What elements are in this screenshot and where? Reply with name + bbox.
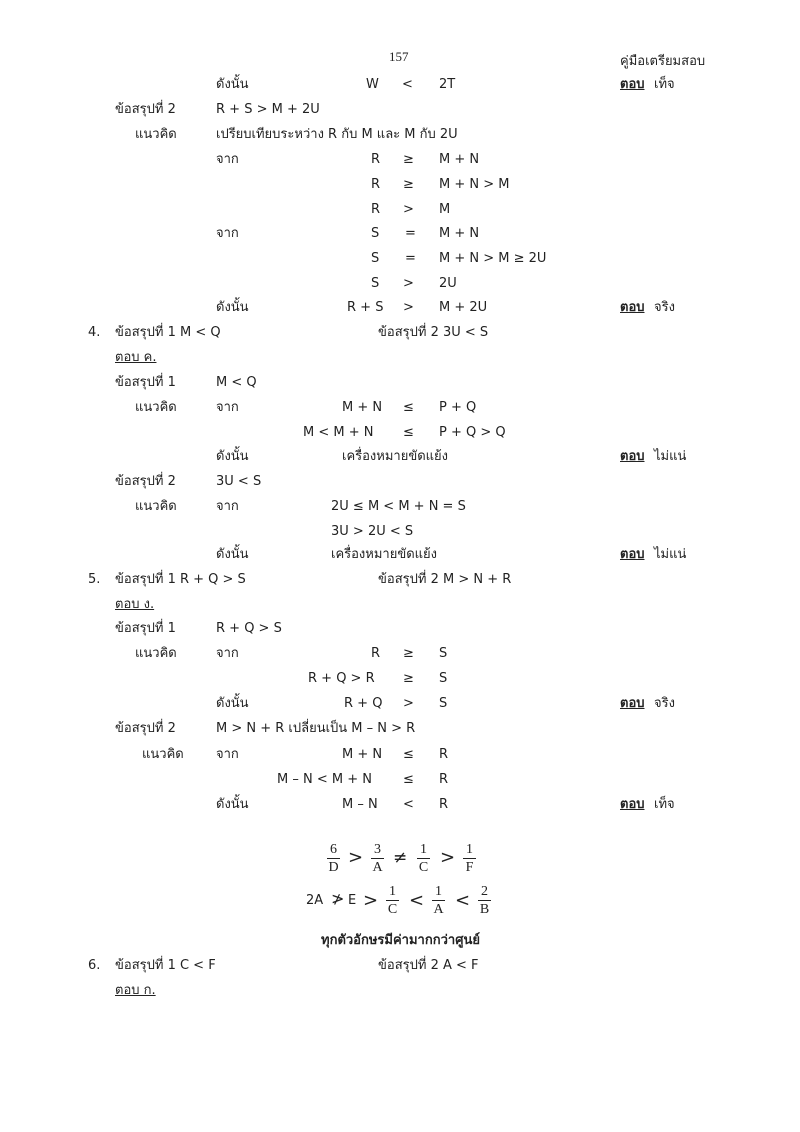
item-number: 5.: [88, 572, 101, 587]
relation-symbol: ≤: [403, 747, 414, 762]
therefore-label: ดังนั้น: [216, 547, 249, 562]
relation-symbol: =: [405, 226, 416, 241]
from-label: จาก: [216, 226, 239, 241]
expr-term: S: [371, 226, 380, 241]
answer-choice: ตอบ ค.: [115, 350, 157, 365]
expr-term: S: [439, 696, 448, 711]
answer-label: ตอบ: [620, 300, 645, 315]
relation-symbol: >: [403, 300, 414, 315]
relation-symbol: ≤: [403, 400, 414, 415]
answer-value: ไม่แน่: [654, 547, 687, 562]
conflict-text: เครื่องหมายขัดแย้ง: [342, 449, 449, 464]
answer-label: ตอบ: [620, 449, 645, 464]
page-number: 157: [389, 49, 409, 64]
therefore-label: ดังนั้น: [216, 449, 249, 464]
denominator: A: [433, 902, 444, 917]
item-number: 6.: [88, 958, 101, 973]
conclusion-statement: M < Q: [216, 375, 257, 390]
numerator: 6: [330, 842, 337, 857]
answer-label: ตอบ: [620, 696, 645, 711]
concept-label: แนวคิด: [135, 127, 177, 142]
answer-label: ตอบ: [620, 547, 645, 562]
expr-term: R + S: [347, 300, 384, 315]
expr-term: M < M + N: [303, 425, 374, 440]
condition-note: ทุกตัวอักษรมีค่ามากกว่าศูนย์: [321, 933, 480, 948]
conclusion-label: ข้อสรุปที่ 2: [115, 721, 176, 736]
conclusion-2: ข้อสรุปที่ 2 A < F: [378, 958, 479, 973]
conclusion-statement: R + S > M + 2U: [216, 102, 320, 117]
denominator: C: [387, 902, 398, 917]
answer-label: ตอบ: [620, 797, 645, 812]
not-equal-symbol: ≠: [393, 848, 408, 868]
conclusion-2: ข้อสรุปที่ 2 3U < S: [378, 325, 489, 340]
relation-symbol: ≥: [403, 671, 414, 686]
conclusion-label: ข้อสรุปที่ 1: [115, 621, 176, 636]
answer-value: จริง: [654, 300, 675, 315]
relation-symbol: >: [403, 276, 414, 291]
therefore-label: ดังนั้น: [216, 300, 249, 315]
expr-term: M + N: [439, 152, 480, 167]
expr-term: 2U: [439, 276, 457, 291]
expr-term: M + N: [342, 747, 383, 762]
not-greater-symbol: ≯: [331, 889, 345, 908]
therefore-label: ดังนั้น: [216, 77, 249, 92]
expr-term: R: [439, 797, 449, 812]
book-title: คู่มือเตรียมสอบ: [620, 54, 706, 69]
conclusion-1: ข้อสรุปที่ 1 R + Q > S: [115, 572, 246, 587]
expr-term: 2U ≤ M < M + N = S: [331, 499, 466, 514]
therefore-label: ดังนั้น: [216, 797, 249, 812]
answer-label: ตอบ: [620, 77, 645, 92]
concept-text: เปรียบเทียบระหว่าง R กับ M และ M กับ 2U: [216, 127, 458, 142]
conclusion-2: ข้อสรุปที่ 2 M > N + R: [378, 572, 512, 587]
expr-term: M: [439, 202, 451, 217]
fraction: [463, 842, 476, 875]
relation-symbol: ≥: [403, 646, 414, 661]
expr-term: S: [371, 251, 380, 266]
conclusion-label: ข้อสรุปที่ 2: [115, 474, 176, 489]
concept-label: แนวคิด: [135, 499, 177, 514]
answer-choice: ตอบ ก.: [115, 983, 156, 998]
numerator: 1: [389, 884, 396, 899]
relation-symbol: <: [409, 890, 425, 911]
denominator: C: [418, 860, 429, 875]
fraction: [432, 884, 445, 917]
fraction: [327, 842, 340, 875]
expr-term: R + Q > R: [308, 671, 375, 686]
fraction: [417, 842, 430, 875]
expr-term: S: [439, 646, 448, 661]
from-label: จาก: [216, 400, 239, 415]
relation-symbol: ≥: [403, 152, 414, 167]
conclusion-label: ข้อสรุปที่ 2: [115, 102, 176, 117]
from-label: จาก: [216, 747, 239, 762]
numerator: 1: [420, 842, 427, 857]
expr-term: 3U > 2U < S: [331, 524, 414, 539]
denominator: D: [328, 860, 339, 875]
concept-label: แนวคิด: [135, 646, 177, 661]
relation-symbol: >: [440, 847, 456, 868]
expr-term: R: [371, 202, 381, 217]
from-label: จาก: [216, 499, 239, 514]
expr-term: R: [371, 152, 381, 167]
expr-term: M + N > M ≥ 2U: [439, 251, 547, 266]
relation-symbol: >: [348, 847, 364, 868]
fraction: [386, 884, 399, 917]
expr-term: P + Q: [439, 400, 477, 415]
expr-term: P + Q > Q: [439, 425, 506, 440]
answer-value: จริง: [654, 696, 675, 711]
expr-term: R: [439, 747, 449, 762]
expr-term: R + Q: [344, 696, 383, 711]
answer-choice: ตอบ ง.: [115, 597, 155, 612]
conclusion-statement: M > N + R เปลี่ยนเป็น M – N > R: [216, 721, 416, 736]
fraction: [371, 842, 384, 875]
denominator: A: [372, 860, 383, 875]
relation-symbol: <: [403, 797, 414, 812]
expr-term: M + N > M: [439, 177, 510, 192]
relation-symbol: =: [405, 251, 416, 266]
expr-term: S: [439, 671, 448, 686]
expr-term: 2T: [439, 77, 456, 92]
from-label: จาก: [216, 646, 239, 661]
expr-term: R: [439, 772, 449, 787]
relation-symbol: ≤: [403, 772, 414, 787]
denominator: F: [465, 860, 474, 875]
expr-term: R: [371, 646, 381, 661]
numerator: 1: [435, 884, 442, 899]
conclusion-1: ข้อสรุปที่ 1 C < F: [115, 958, 216, 973]
conclusion-label: ข้อสรุปที่ 1: [115, 375, 176, 390]
concept-label: แนวคิด: [142, 747, 184, 762]
numerator: 1: [466, 842, 473, 857]
relation-symbol: ≥: [403, 177, 414, 192]
relation-symbol: >: [363, 890, 379, 911]
relation-symbol: >: [403, 696, 414, 711]
expr-term: M + N: [342, 400, 383, 415]
expr-term: S: [371, 276, 380, 291]
from-label: จาก: [216, 152, 239, 167]
expr-term: R: [371, 177, 381, 192]
fraction: [478, 884, 491, 917]
concept-label: แนวคิด: [135, 400, 177, 415]
expr-term: W: [366, 77, 379, 92]
denominator: B: [479, 902, 490, 917]
relation-symbol: <: [402, 77, 413, 92]
expr-term: 2A: [306, 893, 324, 908]
conflict-text: เครื่องหมายขัดแย้ง: [331, 547, 438, 562]
numerator: 2: [481, 884, 488, 899]
answer-value: ไม่แน่: [654, 449, 687, 464]
relation-symbol: ≤: [403, 425, 414, 440]
expr-term: M + 2U: [439, 300, 488, 315]
expr-term: M + N: [439, 226, 480, 241]
expr-term: M – N < M + N: [277, 772, 372, 787]
expr-term: E: [348, 893, 357, 908]
numerator: 3: [374, 842, 381, 857]
item-number: 4.: [88, 325, 101, 340]
expr-term: M – N: [342, 797, 378, 812]
conclusion-statement: R + Q > S: [216, 621, 282, 636]
answer-value: เท็จ: [654, 797, 675, 812]
relation-symbol: <: [455, 890, 471, 911]
conclusion-statement: 3U < S: [216, 474, 262, 489]
answer-value: เท็จ: [654, 77, 675, 92]
therefore-label: ดังนั้น: [216, 696, 249, 711]
relation-symbol: >: [403, 202, 414, 217]
conclusion-1: ข้อสรุปที่ 1 M < Q: [115, 325, 221, 340]
